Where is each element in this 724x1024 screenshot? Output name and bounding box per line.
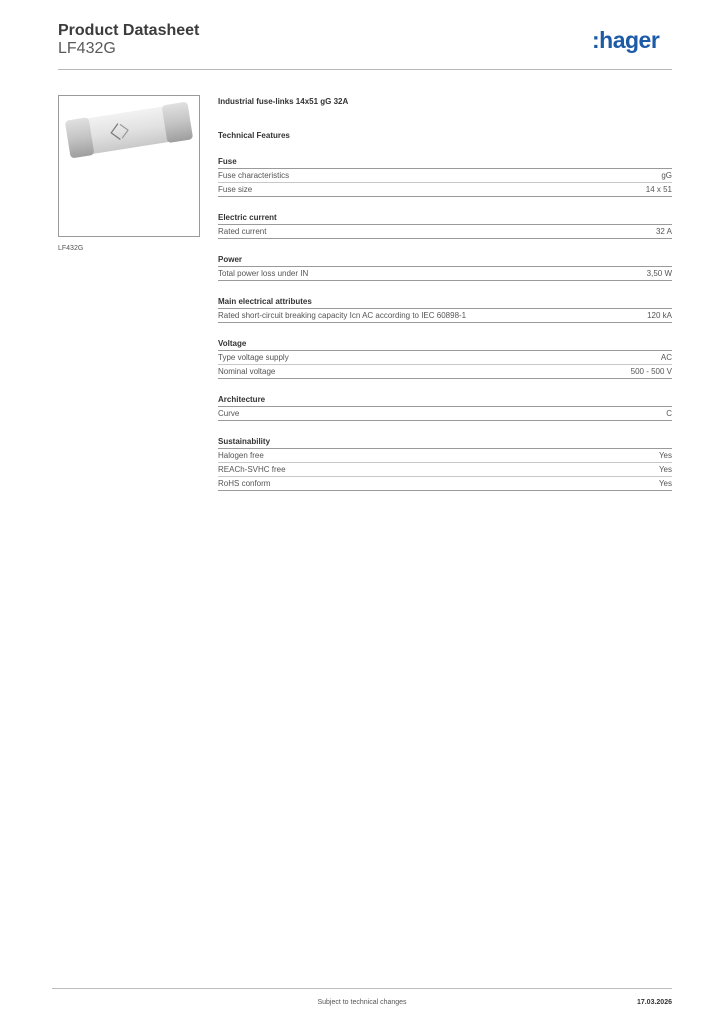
table-row: [218, 351, 672, 365]
section-title: Power: [218, 254, 672, 267]
footer-divider: [52, 988, 672, 989]
product-image-caption: LF432G: [58, 245, 84, 252]
section-title: Main electrical attributes: [218, 296, 672, 309]
row-label: Nominal voltage: [218, 367, 276, 376]
section-title: Electric current: [218, 212, 672, 225]
datasheet-content: [218, 97, 672, 491]
section-title: Architecture: [218, 394, 672, 407]
footer-date: 17.03.2026: [636, 999, 672, 1006]
section-voltage: [218, 338, 672, 379]
section-title: Fuse: [218, 156, 672, 169]
table-row: [218, 477, 672, 491]
table-row: [218, 463, 672, 477]
hager-logo-text: :hager: [592, 27, 660, 53]
row-value: Yes: [658, 465, 672, 474]
table-row: [218, 365, 672, 379]
section-sustainability: [218, 436, 672, 491]
row-value: 120 kA: [647, 311, 672, 320]
section-fuse: [218, 156, 672, 197]
header-divider: [58, 69, 672, 70]
section-title: Voltage: [218, 338, 672, 351]
row-label: Fuse size: [218, 185, 253, 194]
product-image: [58, 95, 200, 237]
table-row: [218, 225, 672, 239]
table-row: [218, 267, 672, 281]
row-label: Type voltage supply: [218, 353, 289, 362]
section-electric-current: [218, 212, 672, 239]
table-row: [218, 169, 672, 183]
row-value: gG: [661, 171, 672, 180]
row-value: 3,50 W: [646, 269, 672, 278]
row-label: RoHS conform: [218, 479, 271, 488]
technical-features-heading: Technical Features: [218, 131, 290, 140]
row-value: 32 A: [655, 227, 672, 236]
row-value: 500 - 500 V: [630, 367, 672, 376]
table-row: [218, 183, 672, 197]
row-value: Yes: [658, 479, 672, 488]
product-code: LF432G: [58, 40, 116, 57]
table-row: [218, 407, 672, 421]
section-main-electrical-attributes: [218, 296, 672, 323]
row-value: AC: [660, 353, 672, 362]
section-title: Sustainability: [218, 436, 672, 449]
row-label: Fuse characteristics: [218, 171, 290, 180]
hager-logo: [592, 27, 676, 55]
row-label: REACh-SVHC free: [218, 465, 286, 474]
section-power: [218, 254, 672, 281]
row-label: Halogen free: [218, 451, 264, 460]
row-label: Curve: [218, 409, 240, 418]
row-label: Rated current: [218, 227, 267, 236]
product-description: Industrial fuse-links 14x51 gG 32A: [218, 97, 349, 106]
row-label: Rated short-circuit breaking capacity Icn AC according to IEC 60898-1: [218, 311, 467, 320]
row-value: 14 x 51: [645, 185, 672, 194]
table-row: [218, 309, 672, 323]
row-label: Total power loss under IN: [218, 269, 309, 278]
table-row: [218, 449, 672, 463]
row-value: Yes: [658, 451, 672, 460]
row-value: C: [666, 409, 672, 418]
fuse-image: [59, 96, 199, 236]
footer-note: Subject to technical changes: [317, 999, 407, 1006]
page-title: Product Datasheet: [58, 22, 200, 39]
section-architecture: [218, 394, 672, 421]
